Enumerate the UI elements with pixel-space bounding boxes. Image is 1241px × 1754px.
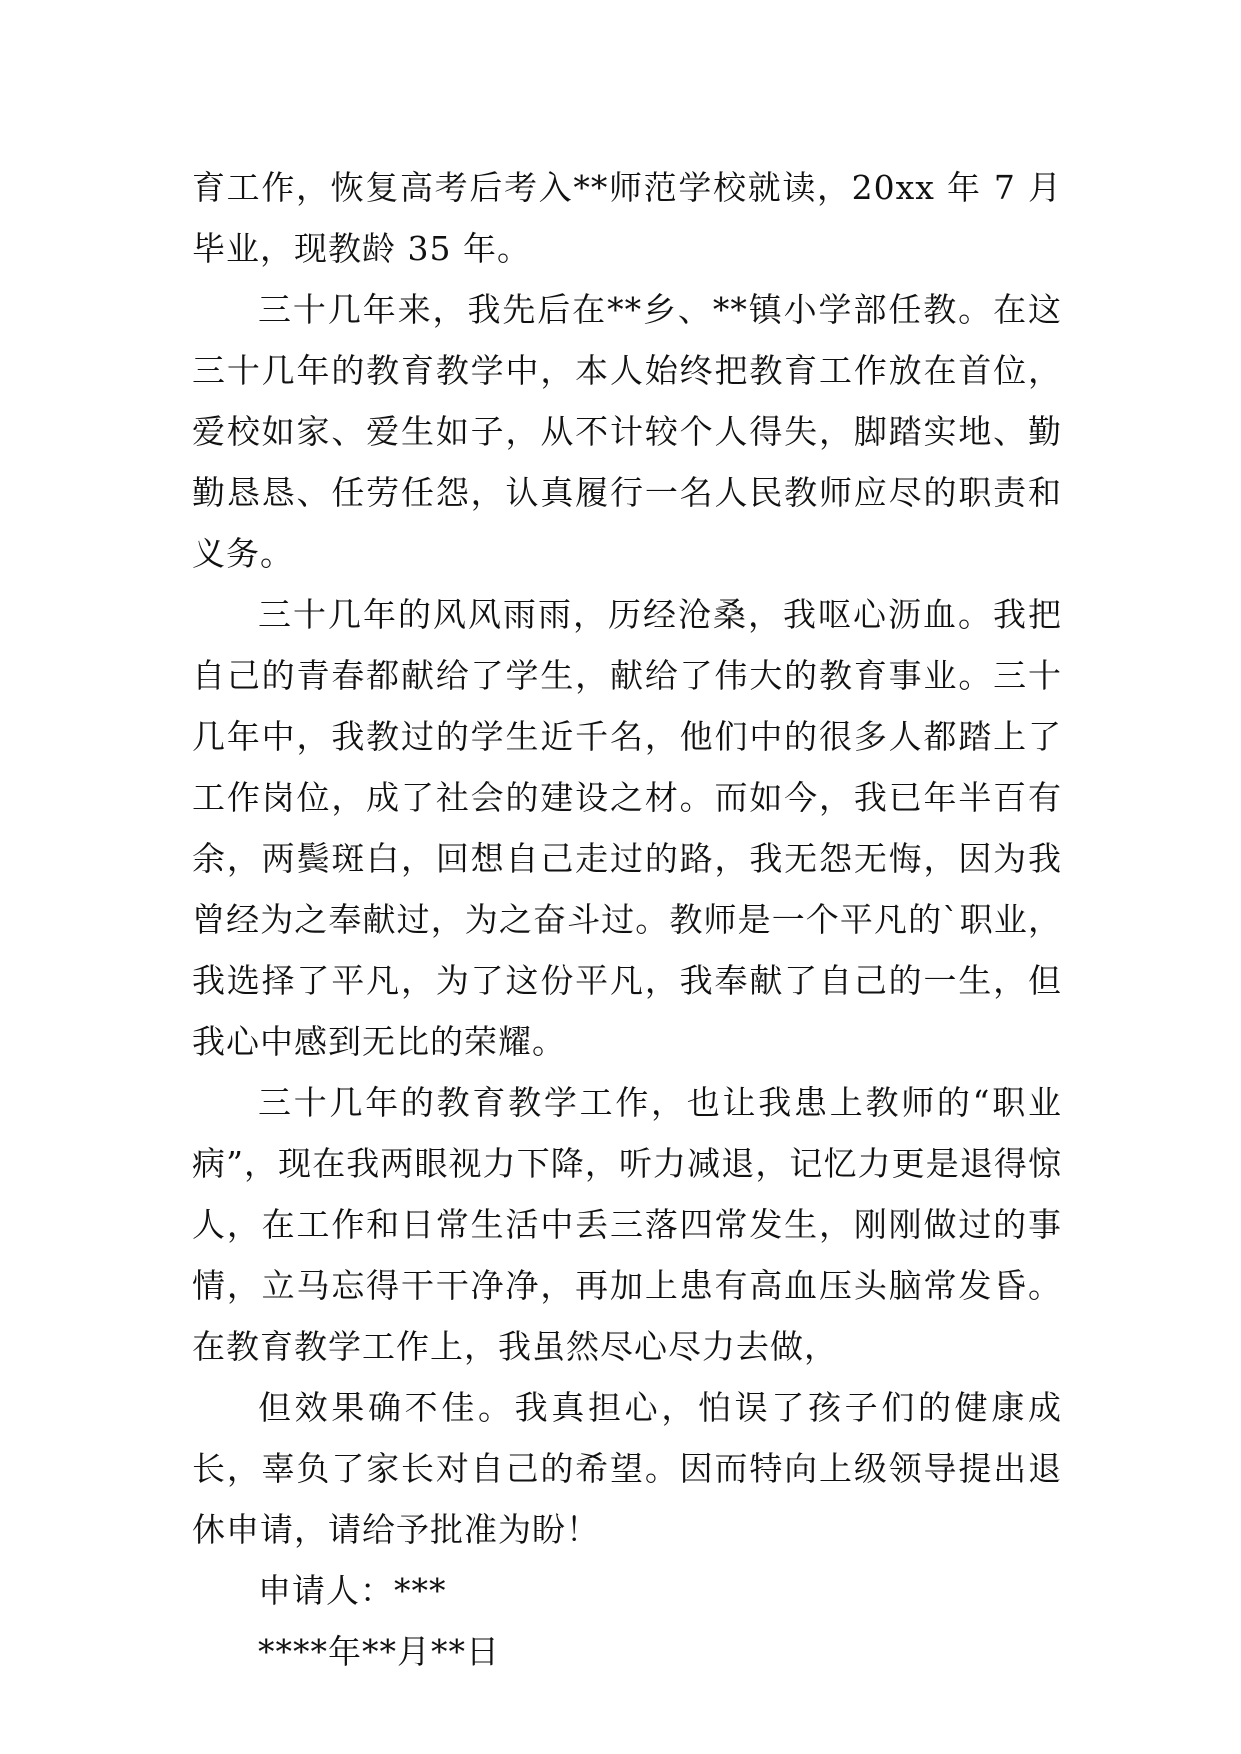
signature-applicant: 申请人：*** <box>258 1571 447 1610</box>
signature-date: ****年**月**日 <box>258 1632 500 1671</box>
paragraph-career-summary: 三十几年来，我先后在**乡、**镇小学部任教。在这三十几年的教育教学中，本人始终把教育工作放在首位，爱校如家、爱生如子，从不计较个人得失，脚踏实地、勤勤恳恳、任劳任怨，认真履行一名人民教师应尽的职责和义务。 <box>192 290 1062 573</box>
paragraph-retirement-request: 但效果确不佳。我真担心，怕误了孩子们的健康成长，辜负了家长对自己的希望。因而特向上级领导提出退休申请，请给予批准为盼！ <box>192 1388 1062 1549</box>
paragraph-health-issues: 三十几年的教育教学工作，也让我患上教师的“职业病”，现在我两眼视力下降，听力减退，记忆力更是退得惊人，在工作和日常生活中丢三落四常发生，刚刚做过的事情，立马忘得干干净净，再加上患有高血压头脑常发昏。在教育教学工作上，我虽然尽心尽力去做， <box>192 1083 1062 1366</box>
paragraph-continuation: 育工作，恢复高考后考入**师范学校就读，20xx 年 7 月毕业，现教龄 35 年。 <box>192 168 1062 268</box>
paragraph-dedication: 三十几年的风风雨雨，历经沧桑，我呕心沥血。我把自己的青春都献给了学生，献给了伟大的教育事业。三十几年中，我教过的学生近千名，他们中的很多人都踏上了工作岗位，成了社会的建设之材。而如今，我已年半百有余，两鬓斑白，回想自己走过的路，我无怨无悔，因为我曾经为之奉献过，为之奋斗过。教师是一个平凡的`职业，我选择了平凡，为了这份平凡，我奉献了自己的一生，但我心中感到无比的荣耀。 <box>192 595 1062 1061</box>
document-body <box>192 157 1062 1682</box>
